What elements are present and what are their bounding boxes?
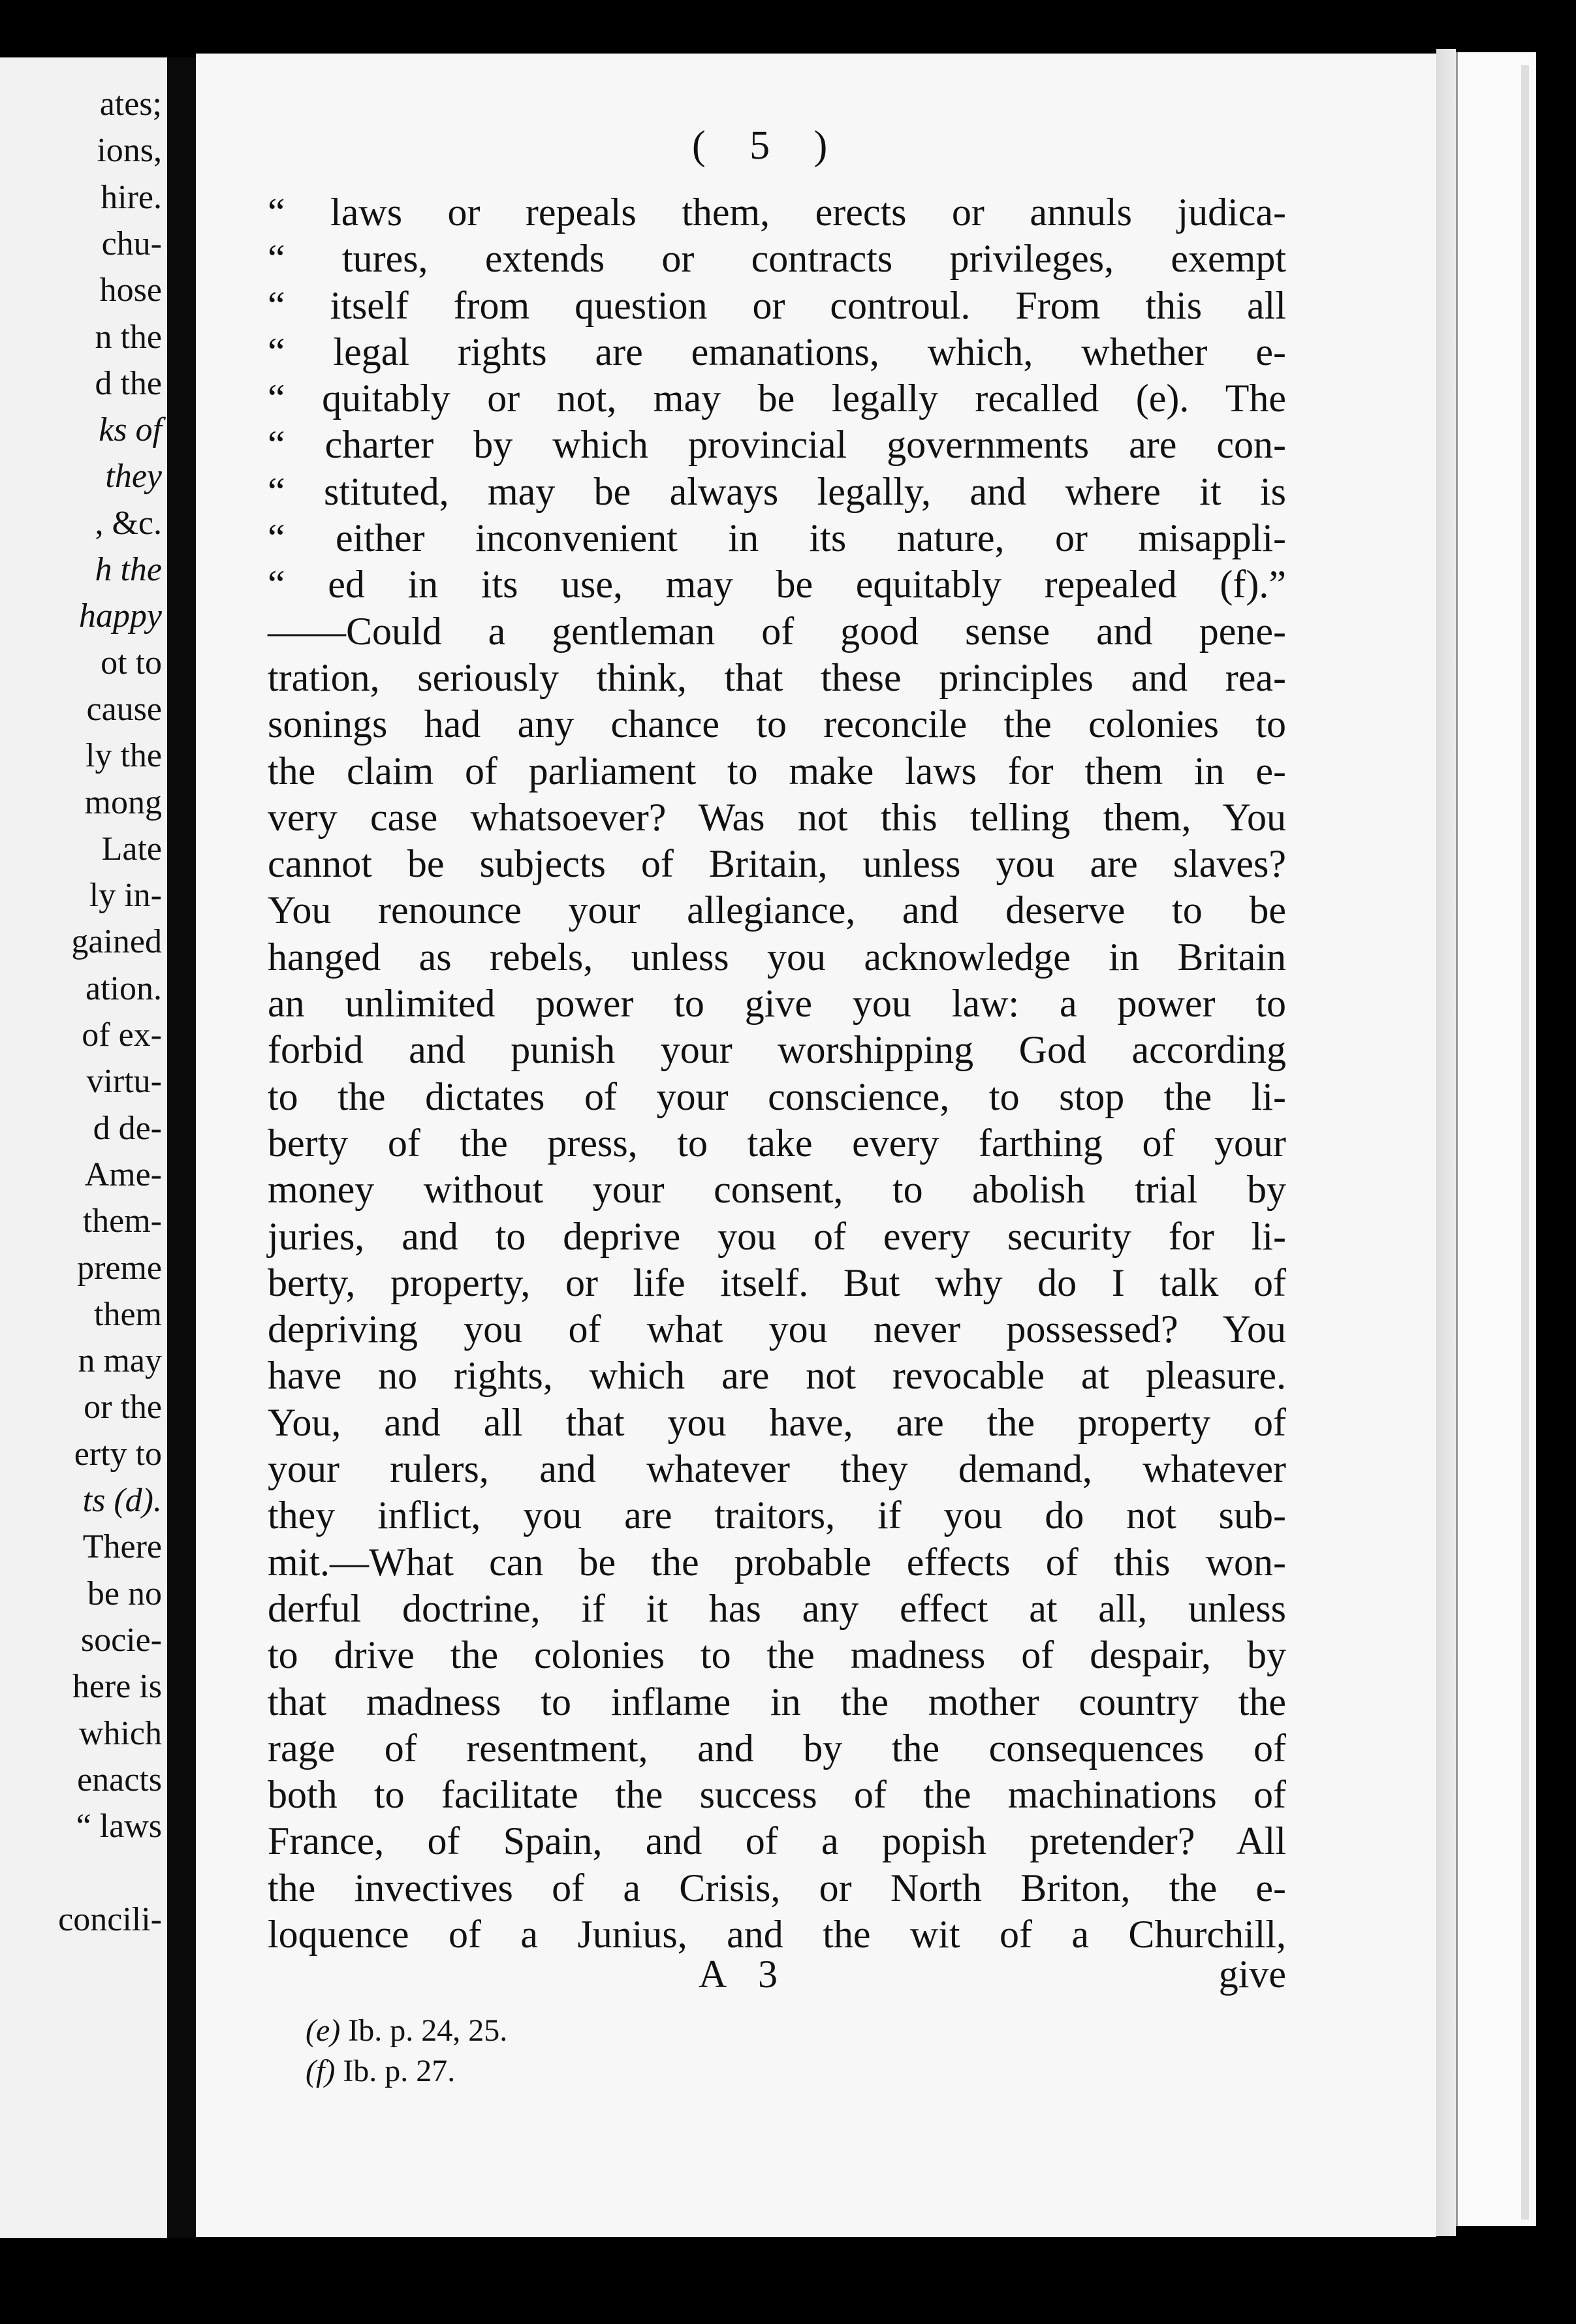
text-line: loquence of a Junius, and the wit of a Churchill, <box>268 1912 1286 1956</box>
text-line: forbid and punish your worshipping God according <box>268 1028 1286 1072</box>
text-line: very case whatsoever? Was not this telling them, You <box>268 795 1286 839</box>
catchword: give <box>1218 1953 1286 1996</box>
facing-page-line: gained <box>71 923 162 961</box>
footnote-mark: (f) <box>306 2054 336 2088</box>
facing-page-line: chu- <box>101 225 162 262</box>
facing-page-line: d the <box>95 364 162 402</box>
text-line: depriving you of what you never possessed? You <box>268 1308 1286 1351</box>
footnotes <box>306 2011 507 2092</box>
facing-page-line: cause <box>86 690 162 728</box>
text-line: rage of resentment, and by the consequences of <box>268 1726 1286 1770</box>
text-line: “ charter by which provincial governments are con- <box>268 423 1286 467</box>
text-line: “ tures, extends or contracts privileges, exempt <box>268 237 1286 281</box>
text-line: that madness to inflame in the mother country the <box>268 1680 1286 1723</box>
facing-page-line: them- <box>82 1202 162 1240</box>
body-text <box>268 189 1286 1958</box>
page-edge-shadow <box>1436 49 1456 2236</box>
facing-page-line: d de- <box>93 1109 162 1147</box>
text-line: juries, and to deprive you of every security for li- <box>268 1214 1286 1258</box>
facing-page-fragment <box>0 57 167 2238</box>
text-line: an unlimited power to give you law: a power to <box>268 982 1286 1026</box>
text-line: your rulers, and whatever they demand, whatever <box>268 1447 1286 1491</box>
facing-page-line: ly the <box>86 737 162 775</box>
text-line: to the dictates of your conscience, to stop the li- <box>268 1075 1286 1118</box>
page-number-header: ( 5 ) <box>692 123 845 168</box>
facing-page-line: concili- <box>58 1900 162 1938</box>
facing-page-line: ly in- <box>89 877 162 915</box>
facing-page-line: hose <box>99 272 162 309</box>
text-line: sonings had any chance to reconcile the colonies to <box>268 702 1286 746</box>
text-line: mit.—What can be the probable effects of this won- <box>268 1540 1286 1584</box>
facing-page-line: erty to <box>74 1435 162 1473</box>
signature-mark: A 3 <box>699 1953 790 1996</box>
facing-page-line: of ex- <box>82 1016 162 1054</box>
facing-page-line: here is <box>72 1668 162 1706</box>
signature-row <box>268 1952 1286 1998</box>
text-line: money without your consent, to abolish trial by <box>268 1168 1286 1212</box>
facing-page-line: “ laws <box>76 1808 162 1845</box>
facing-page-line: or the <box>84 1389 162 1426</box>
text-line: “ itself from question or controul. From this all <box>268 283 1286 327</box>
text-line: “ either inconvenient in its nature, or misappli- <box>268 516 1286 560</box>
text-line: You renounce your allegiance, and deserve to be <box>268 888 1286 932</box>
facing-page-line: which <box>78 1714 162 1752</box>
text-line: the claim of parliament to make laws for them in e- <box>268 749 1286 793</box>
facing-page-line: h the <box>95 551 162 588</box>
text-line: cannot be subjects of Britain, unless you are slaves? <box>268 842 1286 886</box>
facing-page-line: , &c. <box>95 504 162 542</box>
text-line: “ ed in its use, may be equitably repealed (f).” <box>268 563 1286 606</box>
facing-page-line: happy <box>78 597 162 635</box>
footnote <box>306 2051 507 2092</box>
footnote <box>306 2011 507 2051</box>
text-line: “ legal rights are emanations, which, whether e- <box>268 330 1286 373</box>
facing-page-line: ation. <box>86 969 162 1007</box>
text-line: “ quitably or not, may be legally recalled (e). The <box>268 377 1286 420</box>
facing-page-line: n the <box>95 318 162 356</box>
footnote-text: Ib. p. 24, 25. <box>348 2013 508 2048</box>
text-line: the invectives of a Crisis, or North Briton, the e- <box>268 1866 1286 1909</box>
facing-page-line: enacts <box>77 1761 162 1798</box>
text-line: tration, seriously think, that these principles and rea- <box>268 655 1286 699</box>
facing-page-line: ot to <box>101 644 162 682</box>
page-stack-edge-inner <box>1521 65 1529 2220</box>
facing-page-line: Late <box>101 830 162 868</box>
text-line: You, and all that you have, are the property of <box>268 1400 1286 1444</box>
facing-page-line: socie- <box>80 1621 162 1659</box>
text-line: ——Could a gentleman of good sense and pene- <box>268 609 1286 653</box>
footnote-mark: (e) <box>306 2013 341 2048</box>
facing-page-line: ates; <box>99 86 162 123</box>
facing-page-line: Ame- <box>84 1155 162 1193</box>
facing-page-line: ions, <box>97 132 162 170</box>
text-line: both to facilitate the success of the machinations of <box>268 1773 1286 1817</box>
text-line: France, of Spain, and of a popish pretender? All <box>268 1819 1286 1863</box>
facing-page-line: n may <box>78 1342 162 1380</box>
footnote-text: Ib. p. 27. <box>343 2054 456 2088</box>
facing-page-line: preme <box>77 1249 162 1287</box>
text-line: berty, property, or life itself. But why do I talk of <box>268 1261 1286 1304</box>
facing-page-line: ts (d). <box>82 1482 162 1519</box>
facing-page-line: virtu- <box>86 1063 162 1101</box>
facing-page-line: be no <box>87 1575 162 1612</box>
text-line: hanged as rebels, unless you acknowledge in Britain <box>268 935 1286 979</box>
text-line: have no rights, which are not revocable at pleasure. <box>268 1354 1286 1398</box>
text-line: they inflict, you are traitors, if you do not sub- <box>268 1494 1286 1537</box>
facing-page-line: them <box>94 1295 162 1333</box>
text-line: to drive the colonies to the madness of despair, by <box>268 1633 1286 1677</box>
facing-page-line: they <box>105 458 162 495</box>
text-line: “ stituted, may be always legally, and where it is <box>268 469 1286 513</box>
facing-page-line: mong <box>84 783 162 821</box>
text-line: “ laws or repeals them, erects or annuls judica- <box>268 191 1286 234</box>
book-gutter <box>167 57 196 2238</box>
text-line: derful doctrine, if it has any effect at all, unless <box>268 1586 1286 1630</box>
text-line: berty of the press, to take every farthing of your <box>268 1121 1286 1165</box>
facing-page-line: hire. <box>101 178 162 216</box>
facing-page-line: There <box>82 1528 162 1566</box>
facing-page-line: ks of <box>99 411 162 449</box>
